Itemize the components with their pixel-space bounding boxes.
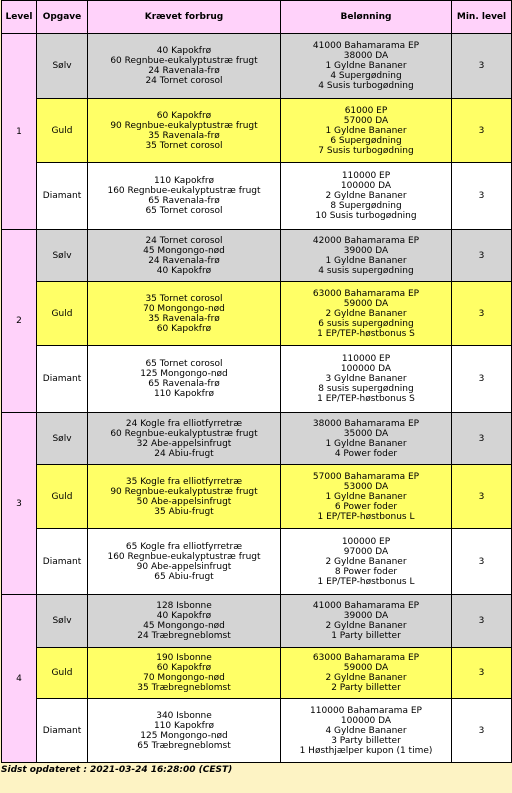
task-cell: Diamant xyxy=(37,163,88,230)
required-item: 35 Ravenala-frø xyxy=(148,313,220,324)
reward-item: 39000 DA xyxy=(343,245,389,256)
min-level-cell: 3 xyxy=(452,413,512,465)
table-row xyxy=(2,699,512,763)
reward-item: 41000 Bahamarama EP xyxy=(312,601,420,611)
reward-item: 1 Gyldne Bananer xyxy=(325,125,407,136)
required-item: 60 Kapokfrø xyxy=(156,663,212,673)
reward-item: 3 Party billetter xyxy=(331,735,401,746)
reward-item: 100000 EP xyxy=(341,536,391,547)
required-item: 65 Ravenala-frø xyxy=(148,196,220,206)
reward-item: 4 susis supergødning xyxy=(318,265,414,276)
task-cell: Sølv xyxy=(37,413,88,465)
min-level-cell: 3 xyxy=(452,230,512,282)
reward-item: 3 Gyldne Bananer xyxy=(325,374,407,384)
reward-item: 2 Gyldne Bananer xyxy=(325,621,407,631)
required-item: 24 Træbregneblomst xyxy=(137,631,231,641)
min-level-cell: 3 xyxy=(452,595,512,648)
reward-item: 39000 DA xyxy=(343,611,389,621)
task-cell: Guld xyxy=(37,648,88,699)
reward-cell xyxy=(281,648,452,699)
required-item: 35 Kogle fra elliotfyrretræ xyxy=(125,476,243,487)
reward-item: 53000 DA xyxy=(343,481,389,492)
required-item: 60 Kapokfrø xyxy=(156,323,212,334)
reward-item: 4 Power foder xyxy=(334,448,398,459)
required-item: 125 Mongongo-nød xyxy=(140,730,228,741)
required-item: 60 Regnbue-eukalyptustræ frugt xyxy=(110,56,258,66)
reward-item: 8 Power foder xyxy=(334,566,398,577)
level-cell: 1 xyxy=(2,34,37,230)
required-item: 40 Kapokfrø xyxy=(156,265,212,276)
required-item: 35 Abiu-frugt xyxy=(154,506,214,517)
task-cell: Diamant xyxy=(37,529,88,595)
reward-item: 2 Gyldne Bananer xyxy=(325,673,407,683)
reward-item: 57000 DA xyxy=(343,115,389,126)
reward-item: 59000 DA xyxy=(343,663,389,673)
reward-item: 8 Supergødning xyxy=(330,201,402,211)
required-item: 35 Ravenala-frø xyxy=(148,130,220,141)
reward-item: 1 Party billetter xyxy=(331,631,401,641)
reward-item: 41000 Bahamarama EP xyxy=(312,41,420,51)
reward-item: 97000 DA xyxy=(343,546,389,557)
reward-item: 63000 Bahamarama EP xyxy=(312,288,420,299)
reward-item: 1 EP/TEP-høstbonus S xyxy=(317,328,415,339)
required-cell xyxy=(88,699,281,763)
min-level-cell: 3 xyxy=(452,529,512,595)
min-level-cell: 3 xyxy=(452,282,512,346)
reward-item: 1 EP/TEP-høstbonus L xyxy=(317,511,415,522)
reward-cell xyxy=(281,465,452,529)
reward-item: 2 Party billetter xyxy=(331,683,401,693)
min-level-cell: 3 xyxy=(452,346,512,413)
required-item: 45 Mongongo-nød xyxy=(143,621,225,631)
task-cell: Diamant xyxy=(37,699,88,763)
table-row xyxy=(2,413,512,465)
table-row xyxy=(2,346,512,413)
required-item: 24 Tornet corosol xyxy=(145,235,223,246)
required-item: 40 Kapokfrø xyxy=(156,611,212,621)
header-min-level: Min. level xyxy=(452,1,512,34)
required-item: 65 Ravenala-frø xyxy=(148,379,220,389)
reward-item: 57000 Bahamarama EP xyxy=(312,471,420,482)
required-item: 125 Mongongo-nød xyxy=(140,369,228,379)
required-cell xyxy=(88,99,281,163)
table-row xyxy=(2,648,512,699)
table-row xyxy=(2,230,512,282)
min-level-cell: 3 xyxy=(452,699,512,763)
header-reward: Belønning xyxy=(281,1,452,34)
required-item: 24 Ravenala-frø xyxy=(148,255,220,266)
required-cell xyxy=(88,163,281,230)
level-cell: 3 xyxy=(2,413,37,595)
required-cell xyxy=(88,413,281,465)
reward-item: 2 Gyldne Bananer xyxy=(325,191,407,201)
required-cell xyxy=(88,465,281,529)
required-cell xyxy=(88,346,281,413)
required-item: 190 Isbonne xyxy=(156,653,212,663)
required-item: 50 Abe-appelsinfrugt xyxy=(136,496,232,507)
required-item: 70 Mongongo-nød xyxy=(143,303,225,314)
required-item: 45 Mongongo-nød xyxy=(143,245,225,256)
required-item: 60 Regnbue-eukalyptustræ frugt xyxy=(110,428,258,439)
required-item: 90 Abe-appelsinfrugt xyxy=(136,561,232,572)
required-cell xyxy=(88,529,281,595)
reward-item: 1 Gyldne Bananer xyxy=(325,61,407,71)
reward-cell xyxy=(281,230,452,282)
reward-item: 1 Høsthjælper kupon (1 time) xyxy=(299,745,433,756)
table-row xyxy=(2,465,512,529)
required-item: 128 Isbonne xyxy=(156,601,212,611)
min-level-cell: 3 xyxy=(452,648,512,699)
required-item: 24 Tornet corosol xyxy=(145,76,223,86)
required-item: 35 Træbregneblomst xyxy=(137,683,231,693)
reward-item: 2 Gyldne Bananer xyxy=(325,308,407,319)
table-row xyxy=(2,163,512,230)
required-cell xyxy=(88,34,281,99)
required-cell xyxy=(88,648,281,699)
reward-item: 1 EP/TEP-høstbonus S xyxy=(317,394,415,404)
min-level-cell: 3 xyxy=(452,34,512,99)
reward-item: 61000 EP xyxy=(344,105,388,116)
reward-item: 4 Susis turbogødning xyxy=(318,81,414,91)
table-row xyxy=(2,595,512,648)
reward-item: 4 Supergødning xyxy=(330,71,402,81)
reward-cell xyxy=(281,595,452,648)
reward-cell xyxy=(281,346,452,413)
reward-item: 42000 Bahamarama EP xyxy=(312,235,420,246)
reward-cell xyxy=(281,34,452,99)
reward-cell xyxy=(281,413,452,465)
required-cell xyxy=(88,595,281,648)
reward-item: 1 Gyldne Bananer xyxy=(325,491,407,502)
required-item: 24 Kogle fra elliotfyrretræ xyxy=(125,418,243,429)
reward-cell xyxy=(281,99,452,163)
required-item: 110 Kapokfrø xyxy=(153,720,215,731)
required-item: 65 Kogle fra elliotfyrretræ xyxy=(125,541,243,552)
reward-item: 2 Gyldne Bananer xyxy=(325,556,407,567)
required-cell xyxy=(88,230,281,282)
required-item: 35 Tornet corosol xyxy=(145,140,223,151)
reward-cell xyxy=(281,163,452,230)
required-item: 65 Tornet corosol xyxy=(145,359,223,369)
required-item: 340 Isbonne xyxy=(156,710,212,721)
level-cell: 4 xyxy=(2,595,37,763)
reward-item: 7 Susis turbogødning xyxy=(318,145,414,156)
required-item: 32 Abe-appelsinfrugt xyxy=(136,438,232,449)
reward-cell xyxy=(281,282,452,346)
required-item: 65 Tornet corosol xyxy=(145,206,223,216)
reward-item: 1 Gyldne Bananer xyxy=(325,255,407,266)
reward-item: 100000 DA xyxy=(340,181,392,191)
reward-item: 100000 DA xyxy=(340,364,392,374)
header-task: Opgave xyxy=(37,1,88,34)
reward-item: 6 Power foder xyxy=(334,501,398,512)
required-item: 90 Regnbue-eukalyptustræ frugt xyxy=(110,120,258,131)
required-item: 160 Regnbue-eukalyptustræ frugt xyxy=(107,186,261,196)
task-cell: Diamant xyxy=(37,346,88,413)
reward-cell xyxy=(281,529,452,595)
required-item: 65 Abiu-frugt xyxy=(154,571,214,582)
reward-item: 10 Susis turbogødning xyxy=(315,211,417,221)
required-item: 110 Kapokfrø xyxy=(153,176,215,186)
last-updated: Sidst opdateret : 2021-03-24 16:28:00 (CEST) xyxy=(1,765,233,775)
task-cell: Guld xyxy=(37,465,88,529)
header-row xyxy=(2,1,512,34)
task-cell: Guld xyxy=(37,282,88,346)
table-row xyxy=(2,34,512,99)
required-item: 110 Kapokfrø xyxy=(153,389,215,399)
task-cell: Sølv xyxy=(37,595,88,648)
min-level-cell: 3 xyxy=(452,163,512,230)
required-item: 90 Regnbue-eukalyptustræ frugt xyxy=(110,486,258,497)
required-item: 40 Kapokfrø xyxy=(156,46,212,56)
header-required: Krævet forbrug xyxy=(88,1,281,34)
reward-item: 8 susis supergødning xyxy=(318,384,414,394)
reward-item: 110000 EP xyxy=(341,171,391,181)
table-row xyxy=(2,282,512,346)
reward-item: 63000 Bahamarama EP xyxy=(312,653,420,663)
reward-item: 1 EP/TEP-høstbonus L xyxy=(317,576,415,587)
task-cell: Sølv xyxy=(37,34,88,99)
required-item: 70 Mongongo-nød xyxy=(143,673,225,683)
required-item: 35 Tornet corosol xyxy=(145,293,223,304)
reward-item: 38000 Bahamarama EP xyxy=(312,418,420,429)
required-item: 24 Abiu-frugt xyxy=(154,448,214,459)
required-item: 60 Kapokfrø xyxy=(156,110,212,121)
header-level: Level xyxy=(2,1,37,34)
reward-item: 100000 DA xyxy=(340,715,392,726)
table-row xyxy=(2,99,512,163)
reward-item: 6 susis supergødning xyxy=(318,318,414,329)
required-item: 160 Regnbue-eukalyptustræ frugt xyxy=(107,551,261,562)
reward-item: 38000 DA xyxy=(343,51,389,61)
reward-item: 35000 DA xyxy=(343,428,389,439)
reward-item: 59000 DA xyxy=(343,298,389,309)
min-level-cell: 3 xyxy=(452,99,512,163)
task-cell: Guld xyxy=(37,99,88,163)
reward-item: 4 Gyldne Bananer xyxy=(325,725,407,736)
reward-cell xyxy=(281,699,452,763)
reward-item: 6 Supergødning xyxy=(330,135,402,146)
level-cell: 2 xyxy=(2,230,37,413)
reward-item: 110000 EP xyxy=(341,354,391,364)
reward-item: 110000 Bahamarama EP xyxy=(310,705,422,716)
required-item: 65 Træbregneblomst xyxy=(137,740,231,751)
rewards-table xyxy=(1,0,512,763)
required-item: 24 Ravenala-frø xyxy=(148,66,220,76)
required-cell xyxy=(88,282,281,346)
table-row xyxy=(2,529,512,595)
reward-item: 1 Gyldne Bananer xyxy=(325,438,407,449)
min-level-cell: 3 xyxy=(452,465,512,529)
task-cell: Sølv xyxy=(37,230,88,282)
